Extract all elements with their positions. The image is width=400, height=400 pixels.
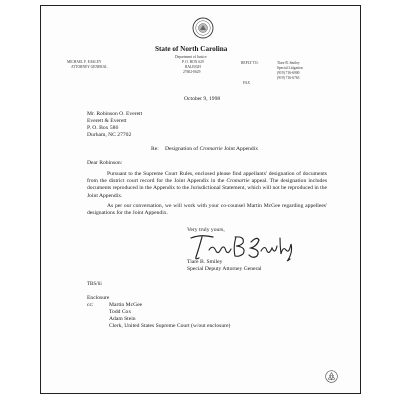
attorney-general-name: MICHAEL F. EASLEY — [67, 60, 102, 64]
re-subject — [165, 146, 258, 153]
state-name: State of North Carolina — [155, 45, 228, 53]
re-subject-pre: Designation of — [165, 146, 200, 152]
reply-to-label: REPLY TO: — [241, 61, 259, 65]
cc-item: Adam Stein — [109, 316, 136, 322]
enclosure-label: Enclosure — [87, 295, 110, 301]
reply-title: Special Litigation — [277, 66, 303, 70]
attorney-general-title: ATTORNEY GENERAL — [71, 65, 108, 69]
recycle-icon — [325, 370, 338, 383]
address-line-1: P. O. BOX 629 — [182, 60, 204, 64]
signature-graphic — [187, 232, 299, 262]
typist-initials: TBS/lii — [87, 282, 102, 287]
recipient-line-1: Mr. Robinson O. Everett — [87, 111, 143, 117]
re-subject-post: Joint Appendix — [222, 146, 259, 152]
letter-date: October 9, 1998 — [184, 96, 221, 102]
p1-part-a: Pursuant to the Supreme Court Rules, enclosed please find appellants' designation of documents from the district court record for the Joint Appendix in the — [87, 171, 327, 185]
salutation: Dear Robinson: — [87, 160, 123, 166]
closing: Very truly yours, — [187, 227, 225, 233]
cc-label: cc: — [87, 302, 94, 308]
department-name: Department of Justice — [175, 55, 207, 59]
address-line-3: 27602-0629 — [183, 70, 201, 74]
p1-part-b: appeal. The designation includes documents reproduced in the Appendix to the Jurisdictional Statement, which will not be reproduced in the Joint Appendix. — [87, 178, 327, 199]
reply-name: Tiare B. Smiley — [277, 61, 300, 65]
body-paragraph-2: As per our conversation, we will work with your co-counsel Martin McGee regarding appellees' designations for the Joint Appendix. — [87, 203, 327, 217]
re-subject-italic: Cromartie — [199, 146, 223, 152]
signer-title: Special Deputy Attorney General — [187, 266, 262, 272]
state-seal-icon — [192, 17, 214, 39]
cc-item: Todd Cox — [109, 309, 132, 315]
recipient-line-2: Everett & Everett — [87, 118, 127, 124]
body-paragraph-1 — [87, 171, 327, 200]
re-label: Re: — [151, 146, 159, 152]
signer-name: Tiare B. Smiley — [187, 259, 223, 265]
recipient-line-3: P. O. Box 586 — [87, 125, 119, 131]
letter-page — [40, 5, 361, 394]
cc-item: Clerk, United States Supreme Court (w/out enclosure) — [109, 323, 231, 329]
recipient-line-4: Durham, NC 27702 — [87, 132, 132, 138]
p1-italic: Cromartie — [226, 178, 250, 185]
address-line-2: RALEIGH — [185, 65, 201, 69]
reply-fax: (919) 716-6763 — [277, 76, 300, 80]
fax-label: FAX — [243, 81, 250, 85]
cc-item: Martin McGee — [109, 302, 143, 308]
reply-phone: (919) 716-6900 — [277, 71, 300, 75]
